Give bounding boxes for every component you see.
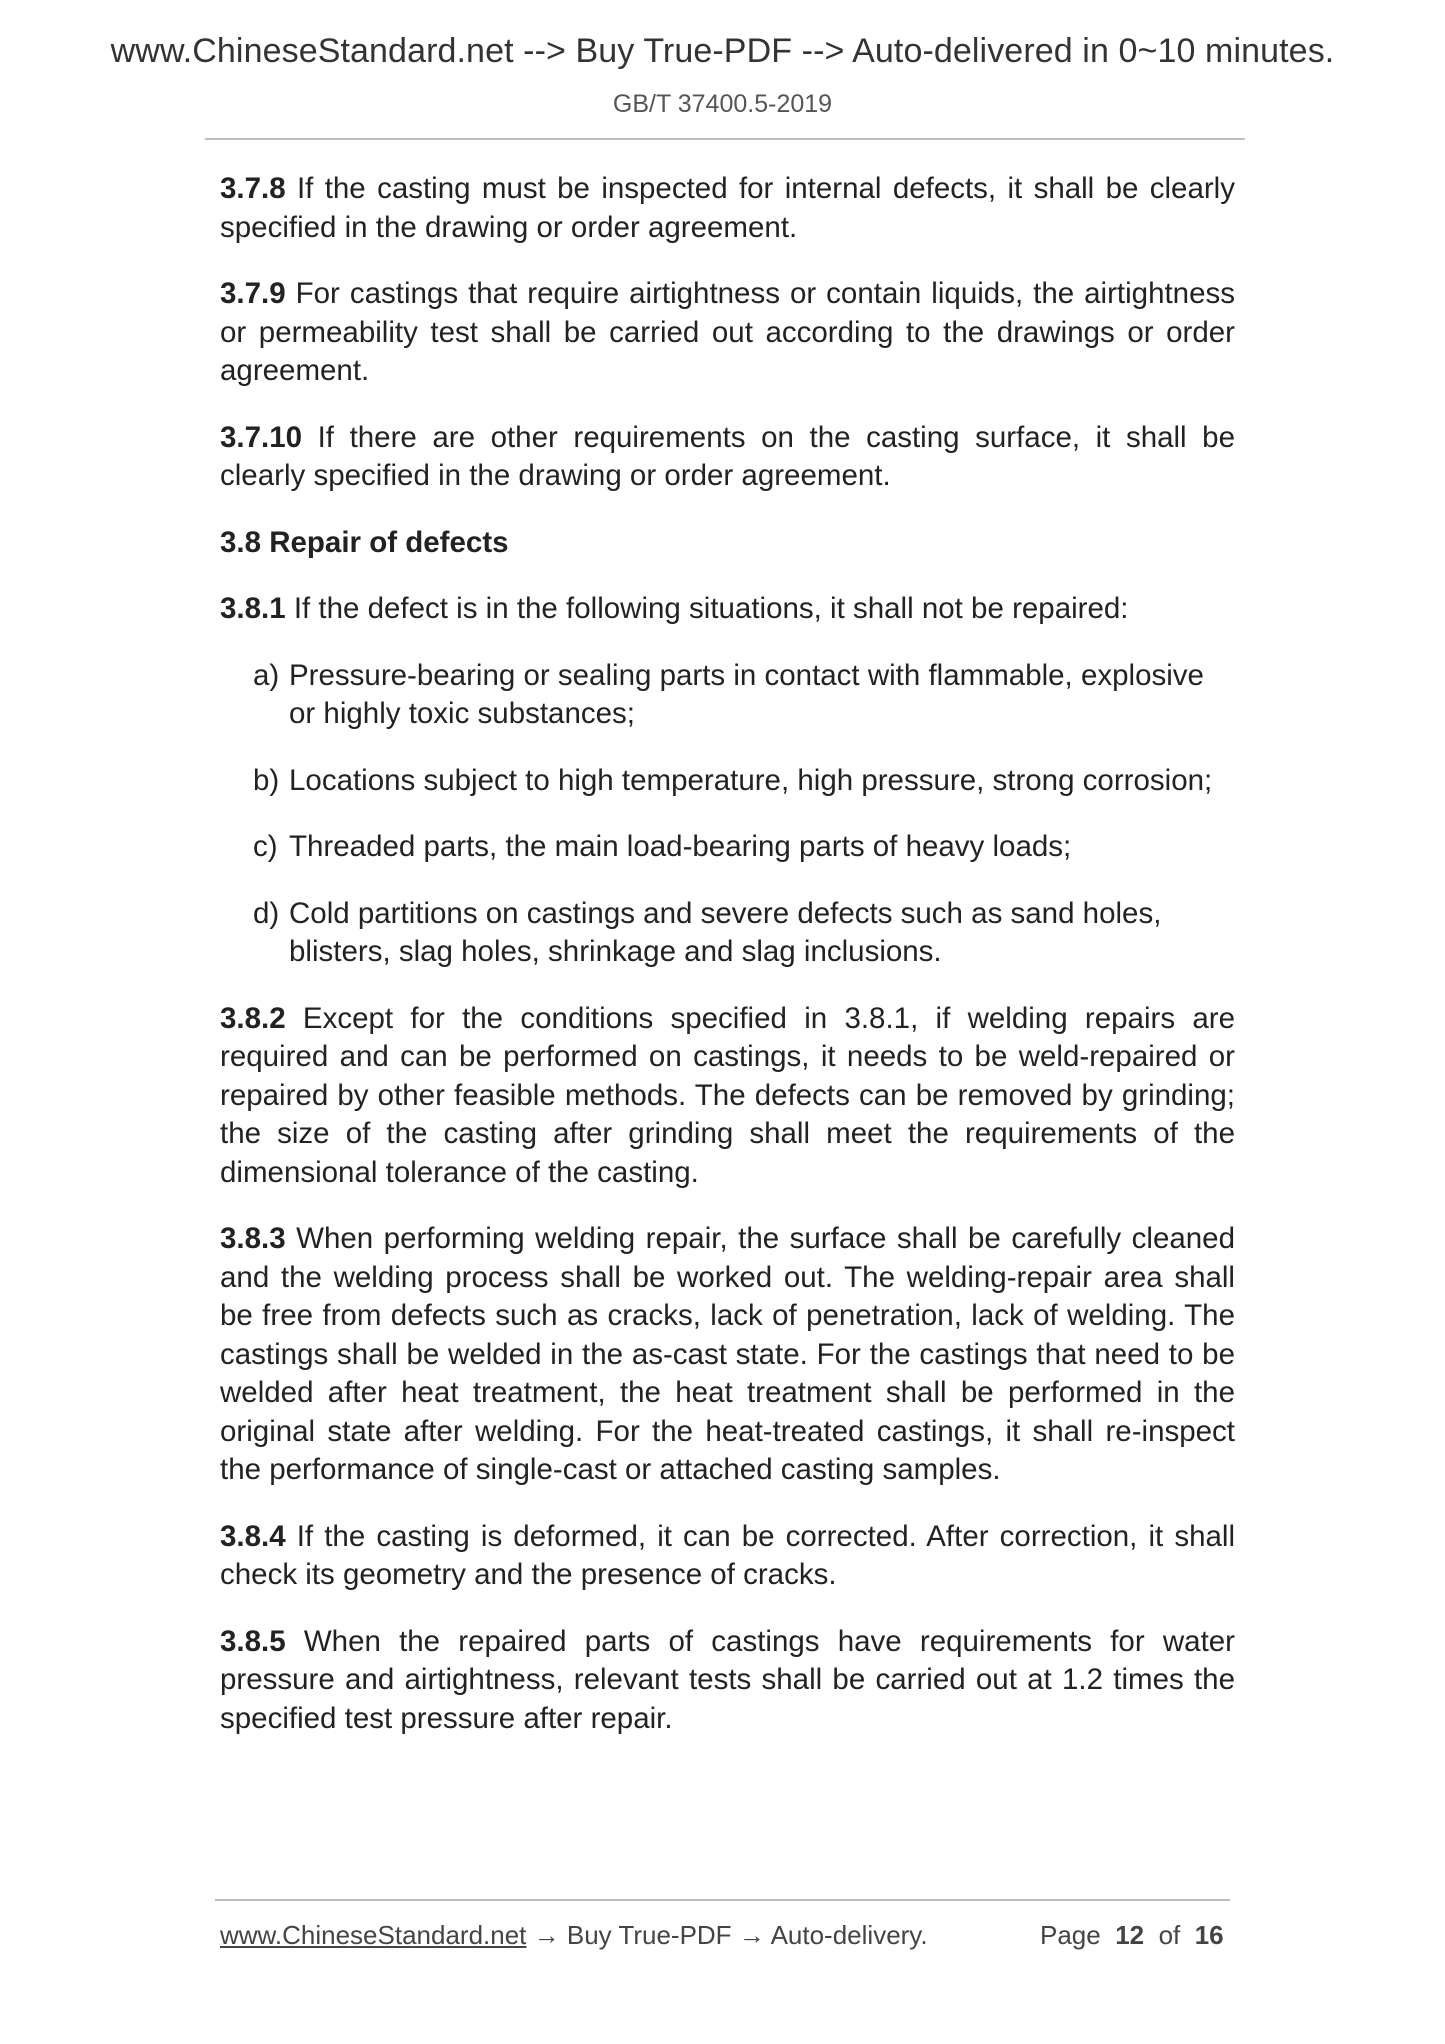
list-text: Threaded parts, the main load-bearing parts of heavy loads; (289, 830, 1072, 863)
footer-link[interactable]: www.ChineseStandard.net (220, 1920, 527, 1950)
footer-promo (220, 1920, 928, 1951)
clause-number: 3.8.3 (220, 1222, 286, 1255)
clause-number: 3.8.2 (220, 1001, 286, 1035)
list-text: Cold partitions on castings and severe defects such as sand holes, blisters, slag holes, shrinkage and slag inclusions. (289, 896, 1162, 968)
document-number: GB/T 37400.5-2019 (612, 90, 833, 118)
list-text: Pressure-bearing or sealing parts in contact with flammable, explosive or highly toxic substances; (289, 658, 1204, 730)
page-current: 12 (1115, 1920, 1145, 1950)
list-item (220, 828, 1235, 867)
footer-divider (215, 1899, 1230, 1901)
clause-number: 3.7.9 (220, 277, 286, 310)
clause-text: If the defect is in the following situations, it shall not be repaired: (285, 592, 1129, 625)
clause-3-8-5 (220, 1623, 1235, 1739)
clause-number: 3.8.4 (220, 1519, 286, 1553)
clause-text: When the repaired parts of castings have requirements for water pressure and airtightness, relevant tests shall be carried out at 1.2 times the specified test pressure after repair. (220, 1624, 1235, 1735)
list-marker: c) (253, 830, 278, 863)
document-body (220, 170, 1235, 1766)
clause-3-7-9 (220, 275, 1235, 391)
clause-number: 3.8.1 (220, 592, 286, 625)
clause-3-8-1 (220, 590, 1235, 629)
page-total: 16 (1194, 1920, 1224, 1950)
section-heading: 3.8 Repair of defects (220, 525, 509, 559)
list-item (220, 657, 1235, 734)
list-item (220, 762, 1235, 801)
list-text: Locations subject to high temperature, high pressure, strong corrosion; (289, 763, 1213, 797)
page-indicator (1040, 1920, 1224, 1951)
header-divider (205, 138, 1245, 140)
of-label: of (1158, 1920, 1181, 1950)
clause-number: 3.8.5 (220, 1624, 286, 1658)
clause-text: Except for the conditions specified in 3.8.1, if welding repairs are required and can be performed on castings, it needs to be weld-repaired or repaired by other feasible methods. The defects can be removed by grinding; the size of the casting after grinding shall meet the requirements of the dimensional tolerance of the casting. (220, 1001, 1235, 1189)
list-marker: d) (253, 896, 280, 930)
clause-3-7-8 (220, 170, 1235, 247)
page-label: Page (1040, 1920, 1101, 1950)
clause-number: 3.7.8 (220, 172, 286, 205)
clause-text: If the casting is deformed, it can be corrected. After correction, it shall check its geometry and the presence of cracks. (220, 1519, 1235, 1591)
clause-3-7-10 (220, 419, 1235, 496)
clause-3-8-2 (220, 1000, 1235, 1193)
clause-3-8-4 (220, 1518, 1235, 1595)
list-marker: b) (253, 763, 280, 797)
header-banner: www.ChineseStandard.net --> Buy True-PDF --> Auto-delivered in 0~10 minutes. (110, 32, 1335, 70)
list-item (220, 895, 1235, 972)
clause-text: For castings that require airtightness or contain liquids, the airtightness or permeability test shall be carried out according to the drawings or order agreement. (220, 277, 1235, 387)
clause-text: When performing welding repair, the surface shall be carefully cleaned and the welding process shall be worked out. The welding-repair area shall be free from defects such as cracks, lack of penetration, lack of welding. The castings shall be welded in the as-cast state. For the castings that need to be welded after heat treatment, the heat treatment shall be performed in the original state after welding. For the heat-treated castings, it shall re-inspect the performance of single-cast or attached casting samples. (220, 1222, 1235, 1486)
clause-3-8-3 (220, 1220, 1235, 1490)
list-marker: a) (253, 658, 280, 692)
clause-text: If there are other requirements on the casting surface, it shall be clearly specified in the drawing or order agreement. (220, 420, 1235, 492)
clause-number: 3.7.10 (220, 420, 303, 454)
footer-tagline: → Buy True-PDF → Auto-delivery. (526, 1920, 928, 1950)
clause-text: If the casting must be inspected for internal defects, it shall be clearly specified in the drawing or order agreement. (220, 172, 1235, 244)
